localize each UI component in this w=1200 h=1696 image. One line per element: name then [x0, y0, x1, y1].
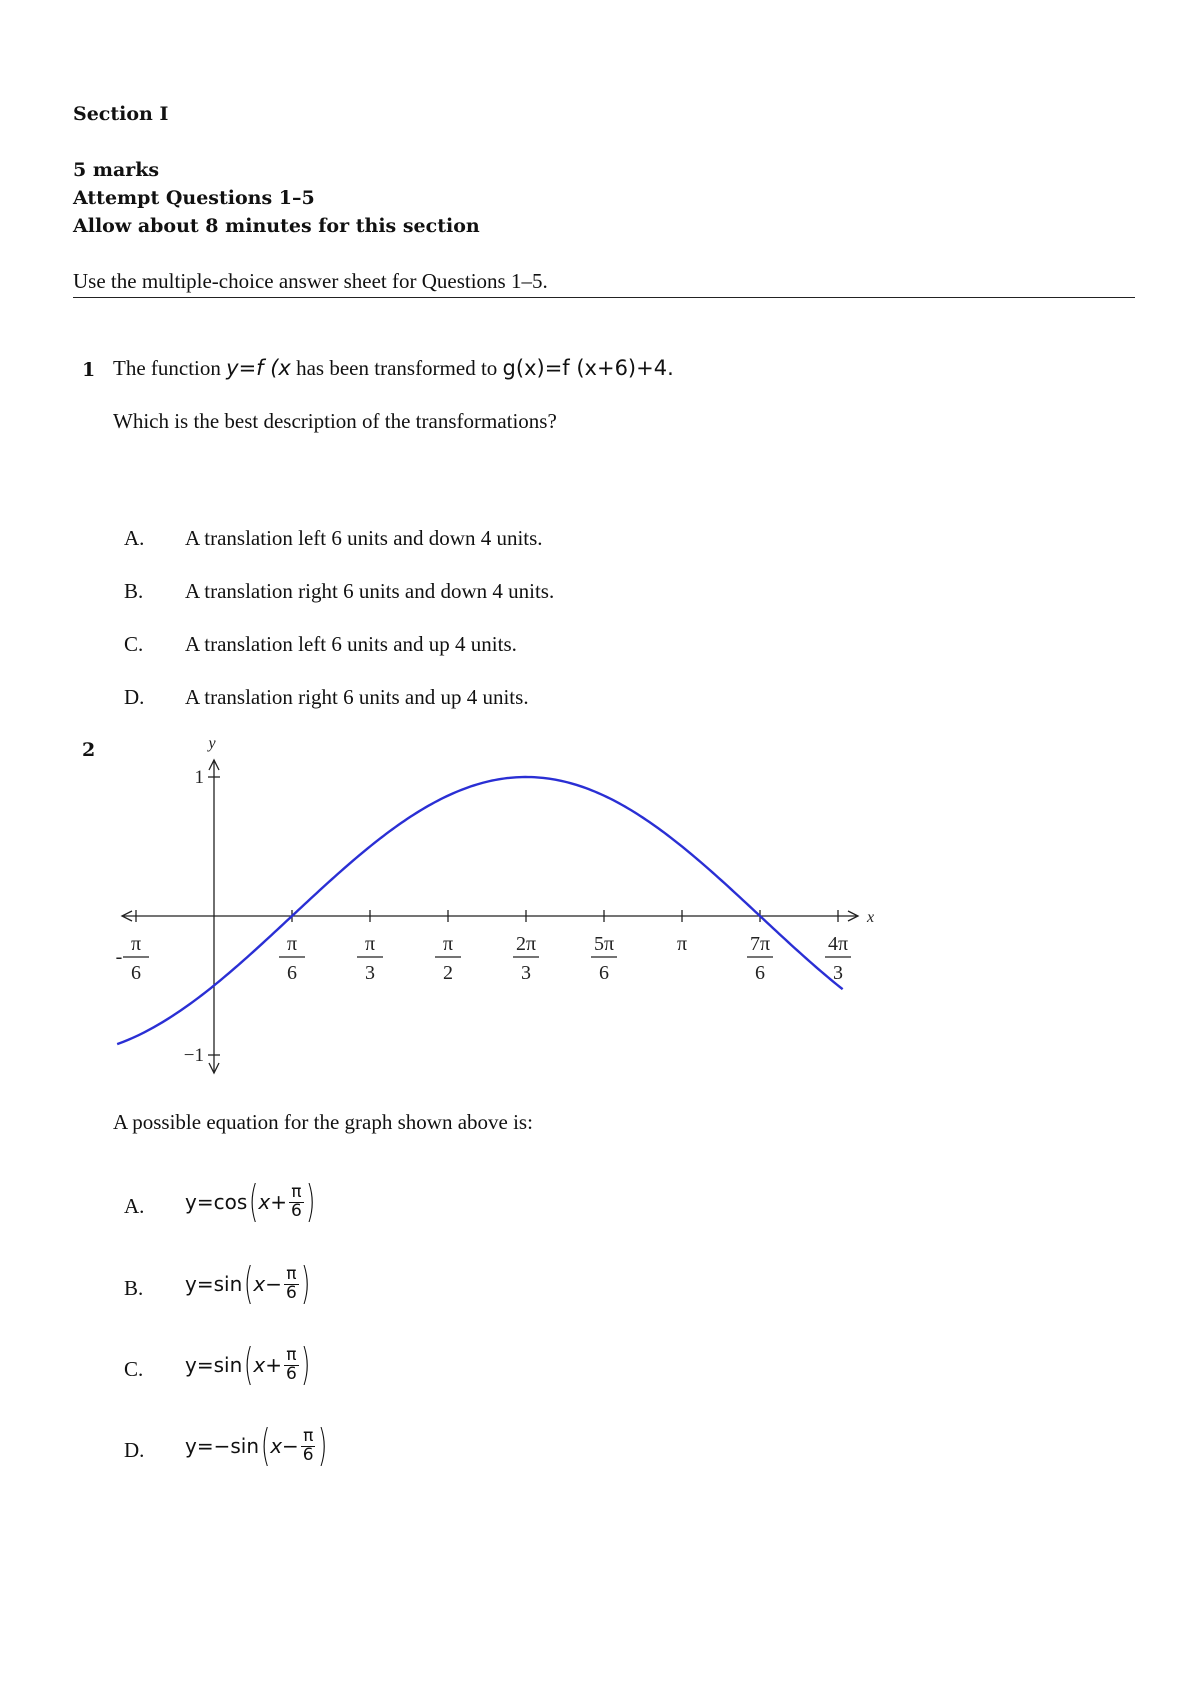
x-axis-label: x: [867, 909, 875, 926]
question-2-prompt: A possible equation for the graph shown above is:: [113, 1110, 533, 1134]
y-tick-label: −1: [183, 1045, 204, 1066]
x-tick-label-denominator: 3: [521, 962, 532, 984]
q2-option-a-letter[interactable]: A.: [124, 1194, 145, 1218]
q1-option-b-letter[interactable]: B.: [124, 579, 144, 603]
q1-stem-function: y=f (x: [226, 356, 291, 380]
q2-option-c-letter[interactable]: C.: [124, 1357, 144, 1381]
x-tick-label-denominator: 3: [365, 962, 376, 984]
q2-d-lhs: y=−sin: [185, 1434, 260, 1458]
section-marks: 5 marks: [73, 159, 160, 181]
x-tick-label-numerator: 4π: [827, 933, 849, 955]
q1-stem-prefix: The function: [113, 356, 227, 380]
x-tick-label-denominator: 3: [833, 962, 844, 984]
q2-a-fraction: [289, 1181, 304, 1221]
x-tick-label-numerator: 7π: [749, 933, 771, 955]
q1-stem-mid: has been transformed to: [290, 356, 503, 380]
q1-option-d-text[interactable]: A translation right 6 units and up 4 units.: [185, 685, 529, 709]
fraction-numerator: π: [303, 1425, 314, 1446]
fraction-numerator: π: [286, 1344, 297, 1365]
fraction-denominator: 6: [302, 1444, 314, 1465]
time-allowance: Allow about 8 minutes for this section: [73, 215, 480, 237]
x-tick-label-numerator: π: [676, 933, 688, 955]
q1-option-c-text[interactable]: A translation left 6 units and up 4 units.: [185, 632, 517, 656]
q2-option-b-equation[interactable]: [185, 1258, 311, 1309]
q2-option-d-equation[interactable]: [185, 1420, 327, 1471]
left-paren: (: [244, 1258, 254, 1309]
q1-stem-transformed: g(x)=f (x+6)+4.: [502, 356, 674, 380]
fraction-numerator: π: [291, 1181, 302, 1202]
q1-option-d-letter[interactable]: D.: [124, 685, 145, 709]
attempt-questions: Attempt Questions 1–5: [73, 187, 315, 209]
q2-b-lhs: y=sin: [185, 1272, 243, 1296]
y-tick-label: 1: [194, 767, 204, 788]
question-1-prompt: Which is the best description of the transformations?: [113, 409, 557, 433]
q2-c-fraction: [284, 1344, 299, 1384]
right-paren: ): [317, 1420, 327, 1471]
x-tick-label-numerator: π: [130, 933, 142, 955]
question-1-number: 1: [82, 359, 96, 381]
q2-option-c-equation[interactable]: [185, 1339, 311, 1390]
x-tick-label-denominator: 6: [755, 962, 766, 984]
left-paren: (: [244, 1339, 254, 1390]
fraction-numerator: π: [286, 1263, 297, 1284]
answer-sheet-instruction: Use the multiple-choice answer sheet for Questions 1–5.: [73, 269, 548, 293]
x-tick-label-denominator: 6: [130, 962, 141, 984]
q2-c-inner: x+: [253, 1353, 283, 1377]
y-axis-label: y: [208, 735, 216, 752]
q1-option-c-letter[interactable]: C.: [124, 632, 144, 656]
x-tick-label-numerator: π: [286, 933, 298, 955]
fraction-denominator: 6: [286, 1363, 297, 1384]
q2-b-fraction: [284, 1263, 299, 1303]
q2-d-fraction: [301, 1425, 316, 1465]
question-2-number: 2: [82, 739, 96, 761]
q2-d-inner: x−: [270, 1434, 299, 1458]
left-paren: (: [249, 1176, 259, 1227]
q2-c-lhs: y=sin: [185, 1353, 243, 1377]
section-title: Section I: [73, 103, 169, 125]
x-tick-label-numerator: π: [364, 933, 376, 955]
x-tick-label-numerator: π: [442, 933, 454, 955]
q2-b-inner: x−: [253, 1272, 283, 1296]
q1-option-b-text[interactable]: A translation right 6 units and down 4 units.: [185, 579, 555, 603]
x-tick-label-denominator: 2: [443, 962, 454, 984]
q2-a-inner: x+: [258, 1190, 288, 1214]
q1-option-a-text[interactable]: A translation left 6 units and down 4 units.: [185, 526, 543, 550]
q2-option-b-letter[interactable]: B.: [124, 1276, 144, 1300]
q2-a-lhs: y=cos: [185, 1190, 248, 1214]
sine-curve: [117, 777, 842, 1044]
right-paren: ): [300, 1258, 311, 1309]
x-tick-label-sign: -: [115, 946, 123, 968]
x-tick-label-denominator: 6: [599, 962, 610, 984]
x-tick-label-denominator: 6: [287, 962, 298, 984]
q1-option-a-letter[interactable]: A.: [124, 526, 145, 550]
left-paren: (: [260, 1420, 271, 1471]
x-tick-label-numerator: 2π: [515, 933, 537, 955]
q2-option-d-letter[interactable]: D.: [124, 1438, 145, 1462]
fraction-denominator: 6: [291, 1200, 302, 1221]
graph-axes: [122, 735, 874, 1073]
q2-option-a-equation[interactable]: [185, 1176, 316, 1227]
x-tick-label-numerator: 5π: [593, 933, 615, 955]
right-paren: ): [300, 1339, 311, 1390]
right-paren: ): [305, 1176, 316, 1227]
fraction-denominator: 6: [286, 1282, 297, 1303]
